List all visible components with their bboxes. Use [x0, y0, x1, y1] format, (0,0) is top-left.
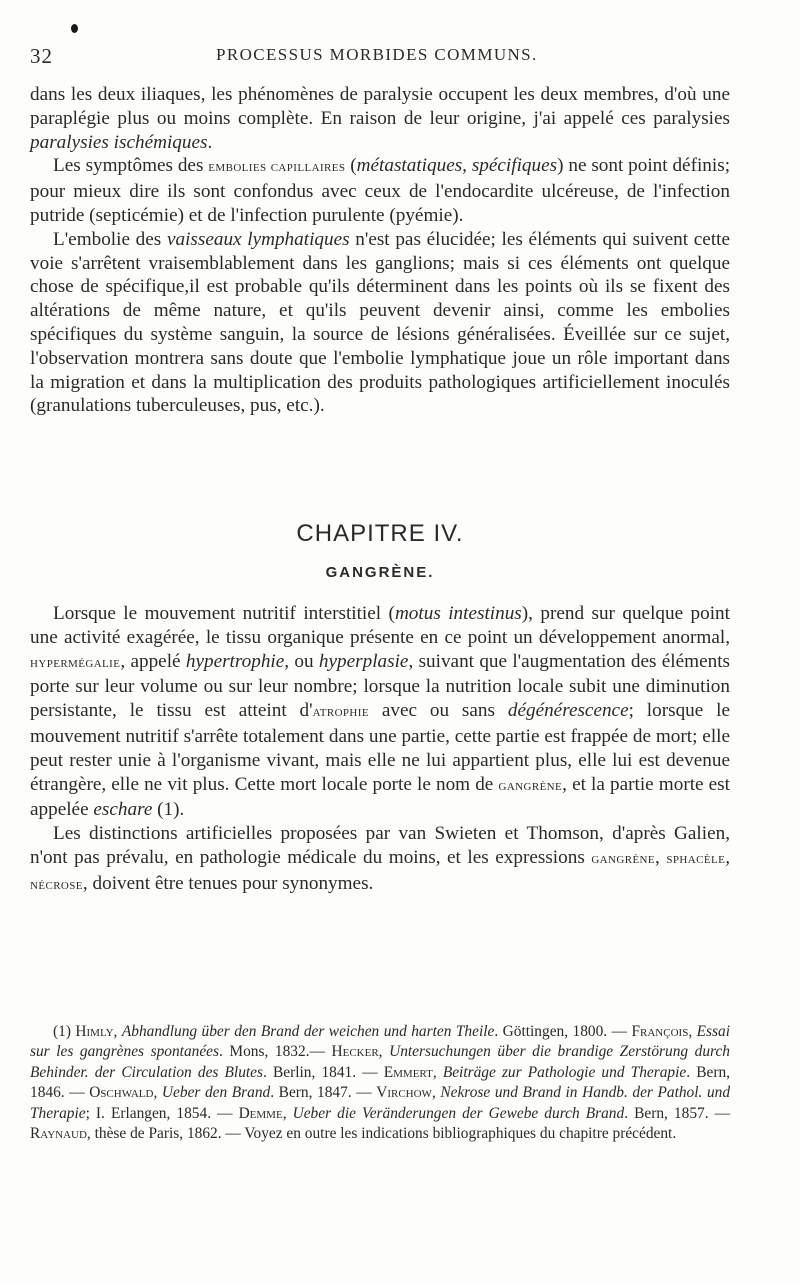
ink-spot	[71, 24, 78, 33]
body-text-chapter	[30, 602, 730, 898]
paragraph-gangrene-definition: Lorsque le mouvement nutritif interstitiel (motus intestinus), prend sur quelque point une activité exagérée, le tissu organique présente en ce point un développement anormal, hypermégalie, appelé hypertrophie, ou hyperplasie, suivant que l'augmentation des éléments porte sur leur volume ou sur leur nombre; lorsque la nutrition locale subit une diminution persistante, le tissu est atteint d'atrophie avec ou sans dégénérescence; lorsque le mouvement nutritif s'arrête totalement dans une partie, cette partie est frappée de mort; elle peut rester unie à l'organisme vivant, mais elle ne lui appartient plus, elle lui est devenue étrangère, elle ne vit plus. Cette mort locale porte le nom de gangrène, et la partie morte est appelée eschare (1).	[30, 603, 731, 821]
body-text-top	[30, 83, 730, 418]
chapter-title: CHAPITRE IV.	[296, 520, 464, 547]
footnote-1: (1) Himly, Abhandlung über den Brand der weichen und harten Theile. Göttingen, 1800. — François, Essai sur les gangrènes spontanées. Mons, 1832.— Hecker, Untersuchungen über die brandige Zerstörung durch Behinder. der Circulation des Blutes. Berlin, 1841. — Emmert, Beiträge zur Pathologie und Therapie. Bern, 1846. — Oschwald, Ueber den Brand. Bern, 1847. — Virchow, Nekrose und Brand in Handb. der Pathol. und Therapie; I. Erlangen, 1854. — Demme, Ueber die Veränderungen der Gewebe durch Brand. Bern, 1857. — Raynaud, thèse de Paris, 1862. — Voyez en outre les indications bibliographiques du chapitre précédent.	[30, 1023, 731, 1143]
page-header	[30, 44, 730, 70]
footnotes	[30, 1022, 730, 1144]
running-head: PROCESSUS MORBIDES COMMUNS.	[216, 45, 538, 64]
section-title: GANGRÈNE.	[325, 564, 435, 581]
paragraph-embolies-capillaires: Les symptômes des embolies capillaires (métastatiques, spécifiques) ne sont point définis; pour mieux dire ils sont confondus avec ceux de l'endocardite ulcéreuse, de l'infection putride (septicémie) et de l'infection purulente (pyémie).	[30, 155, 731, 226]
page-number: 32	[30, 44, 53, 68]
paragraph-paraplegie: dans les deux iliaques, les phénomènes de paralysie occupent les deux membres, d'où une paraplégie plus ou moins complète. En raison de leur origine, j'ai appelé ces paralysies paralysies ischémiques.	[30, 84, 730, 153]
paragraph-synonymes: Les distinctions artificielles proposées par van Swieten et Thomson, d'après Galien, n'ont pas prévalu, en pathologie médicale du moins, et les expressions gangrène, sphacèle, nécrose, doivent être tenues pour synonymes.	[30, 823, 730, 894]
paragraph-embolie-lymphatique: L'embolie des vaisseaux lymphatiques n'est pas élucidée; les éléments qui suivent cette voie s'arrêtent vraisemblablement dans les ganglions; mais si ces éléments ont quelque chose de spécifique,il est probable qu'ils déterminent dans les points où ils se fixent des altérations de même nature, et qu'ils peuvent devenir ainsi, comme les embolies spécifiques du système sanguin, la source de lésions généralisées. Éveillée sur ce sujet, l'observation montrera sans doute que l'embolie lymphatique joue un rôle important dans la migration et dans la multiplication des produits pathologiques artificiellement inoculés (granulations tuberculeuses, pus, etc.).	[30, 228, 731, 417]
